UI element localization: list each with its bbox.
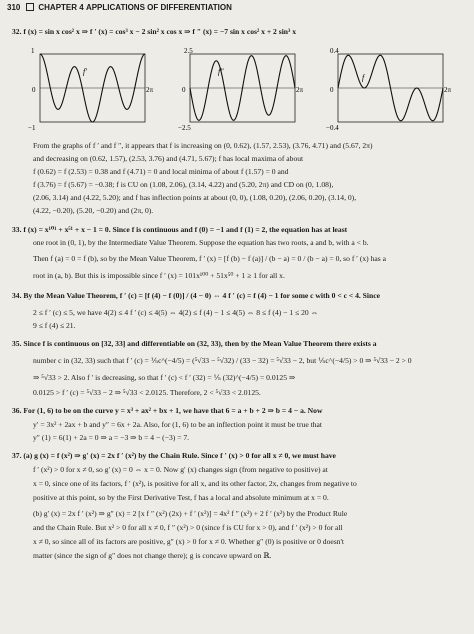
- graph-1-xmax: 2π: [146, 86, 154, 94]
- page-number: 310: [7, 3, 21, 12]
- chapter-title: APPLICATIONS OF DIFFERENTIATION: [85, 3, 232, 12]
- graph-2-ytop: 2.5: [184, 47, 193, 55]
- chapter-label: CHAPTER 4: [38, 3, 84, 12]
- text-line: (4.22, −0.20), (5.20, −0.20) and (2π, 0).: [33, 206, 154, 215]
- problem-34-line: 34. By the Mean Value Theorem, f ′ (c) = [f (4) − f (0)] / (4 − 0) ⇔ 4 f ′ (c) = f (4) − 1 for some c with 0 < c < 4. Since: [12, 291, 380, 300]
- text-line: root in (a, b). But this is impossible since f ′ (x) = 101x¹⁰⁰ + 51x⁵⁰ + 1 ≥ 1 for all x.: [33, 271, 285, 280]
- text-line: and the Chain Rule. But x² > 0 for all x ≠ 0, f ″ (x²) > 0 (since f is CU for x > 0), and f ′ (x²) > 0 for all: [33, 523, 343, 532]
- text-line: positive at this point, so by the First Derivative Test, f has a local and absolute minimum at x = 0.: [33, 493, 329, 502]
- text-line: Then f (a) = 0 = f (b), so by the Mean Value Theorem, f ′ (x) = [f (b) − f (a)] / (b − a) = 0 / (b − a) = 0, so f ′ (x) has a: [33, 254, 386, 263]
- text-line: f (3.76) = f (5.67) = −0.38; f is CU on (1.08, 2.06), (3.14, 4.22) and (5.20, 2π) and CD on (0, 1.08),: [33, 180, 334, 189]
- graph-2-ybottom: −2.5: [178, 124, 191, 131]
- text-line: and decreasing on (0.62, 1.57), (2.53, 3.76) and (4.71, 5.67); f has local maxima of about: [33, 154, 304, 163]
- graph-3-ybottom: −0.4: [326, 124, 339, 131]
- text-line: x ≠ 0, so since all of its factors are positive, g″ (x) > 0 for x ≠ 0. Whether g″ (0) is positive or 0 doesn't: [33, 537, 344, 546]
- graph-2-origin: 0: [182, 86, 186, 94]
- graph-1-label: f′: [83, 67, 87, 76]
- text-line: 0.0125 > f ′ (c) = ⁵√33 − 2 ⇒ ⁵√33 < 2.0125. Therefore, 2 < ⁵√33 < 2.0125.: [33, 388, 261, 397]
- graph-f: [326, 46, 461, 131]
- problem-37b-line: (b) g′ (x) = 2x f ′ (x²) ⇒ g″ (x) = 2 [x f ″ (x²) (2x) + f ′ (x²)] = 4x² f ″ (x²) + 2 f ′ (x²) by the Product Rule: [33, 509, 348, 518]
- text-line: number c in (32, 33) such that f ′ (c) = ⅕c^(−4/5) = (⁵√33 − ⁵√32) / (33 − 32) = ⁵√33 − 2, but ⅕c^(−4/5) > 0 ⇒ ⁵√33 − 2 > 0: [33, 356, 412, 365]
- graph-f-prime: [28, 46, 163, 131]
- text-line: (2.06, 3.14) and (4.22, 5.20); and f has inflection points at about (0, 0), (1.08, 0.20), (2.06, 0.20), (3.14, 0),: [33, 193, 357, 202]
- graph-2-label: f″: [218, 67, 224, 76]
- graph-3-label: f: [362, 73, 365, 82]
- problem-36-line: 36. For (1, 6) to be on the curve y = x³ + ax² + bx + 1, we have that 6 = a + b + 2 ⇒ b = 4 − a. Now: [12, 406, 323, 415]
- graph-3-xmax: 2π: [444, 86, 452, 94]
- graph-1-ytop: 1: [31, 47, 35, 55]
- problem-32-statement: 32. f (x) = sin x cos² x ⇒ f ′ (x) = cos³ x − 2 sin² x cos x ⇒ f ″ (x) = −7 sin x cos² x + 2 sin³ x: [12, 27, 296, 36]
- graph-1-ybottom: −1: [28, 124, 36, 131]
- graph-3-ytop: 0.4: [330, 47, 339, 55]
- problem-35-line: 35. Since f is continuous on [32, 33] and differentiable on (32, 33), then by the Mean Value Theorem there exists a: [12, 339, 377, 348]
- text-line: one root in (0, 1), by the Intermediate Value Theorem. Suppose the equation has two roots, a and b, with a < b.: [33, 238, 369, 247]
- text-line: y′ = 3x² + 2ax + b and y″ = 6x + 2a. Also, for (1, 6) to be an inflection point it must be true that: [33, 420, 322, 429]
- graph-1-origin: 0: [32, 86, 36, 94]
- graph-2-xmax: 2π: [296, 86, 304, 94]
- text-line: 9 ≤ f (4) ≤ 21.: [33, 321, 76, 330]
- text-line: From the graphs of f ′ and f ″, it appears that f is increasing on (0, 0.62), (1.57, 2.53), (3.76, 4.71) and (5.67, 2π): [33, 141, 373, 150]
- text-line: 2 ≤ f ′ (c) ≤ 5, we have 4(2) ≤ 4 f ′ (c) ≤ 4(5) ⇔ 4(2) ≤ f (4) − 1 ≤ 4(5) ⇔ 8 ≤ f (4) − 1 ≤ 20 ⇔: [33, 308, 319, 317]
- text-line: ⇒ ⁵√33 > 2. Also f ′ is decreasing, so that f ′ (c) < f ′ (32) = ⅕ (32)^(−4/5) = 0.0125 ⇒: [33, 373, 296, 382]
- text-line: x = 0, since one of its factors, f ′ (x²), is positive for all x, and its other factor, 2x, changes from negative to: [33, 479, 357, 488]
- problem-37a-line: 37. (a) g (x) = f (x²) ⇒ g′ (x) = 2x f ′ (x²) by the Chain Rule. Since f ′ (x) > 0 for all x ≠ 0, we must have: [12, 451, 336, 460]
- text-line: f ′ (x²) > 0 for x ≠ 0, so g′ (x) = 0 ⇔ x = 0. Now g′ (x) changes sign (from negative to positive) at: [33, 465, 328, 474]
- text-line: y″ (1) = 6(1) + 2a = 0 ⇒ a = −3 ⇒ b = 4 − (−3) = 7.: [33, 433, 190, 442]
- square-icon: [26, 3, 34, 11]
- text-line: f (0.62) = f (2.53) = 0.38 and f (4.71) = 0 and local minima of about f (1.57) = 0 and: [33, 167, 289, 176]
- graph-3-origin: 0: [330, 86, 334, 94]
- text-line: matter (since the sign of g″ does not change there); g is concave upward on ℝ.: [33, 551, 272, 560]
- problem-33-line: 33. f (x) = x¹⁰¹ + x⁵¹ + x − 1 = 0. Since f is continuous and f (0) = −1 and f (1) = 2, the equation has at least: [12, 225, 348, 234]
- page-header: [7, 3, 232, 12]
- graph-f-double-prime: [178, 46, 313, 131]
